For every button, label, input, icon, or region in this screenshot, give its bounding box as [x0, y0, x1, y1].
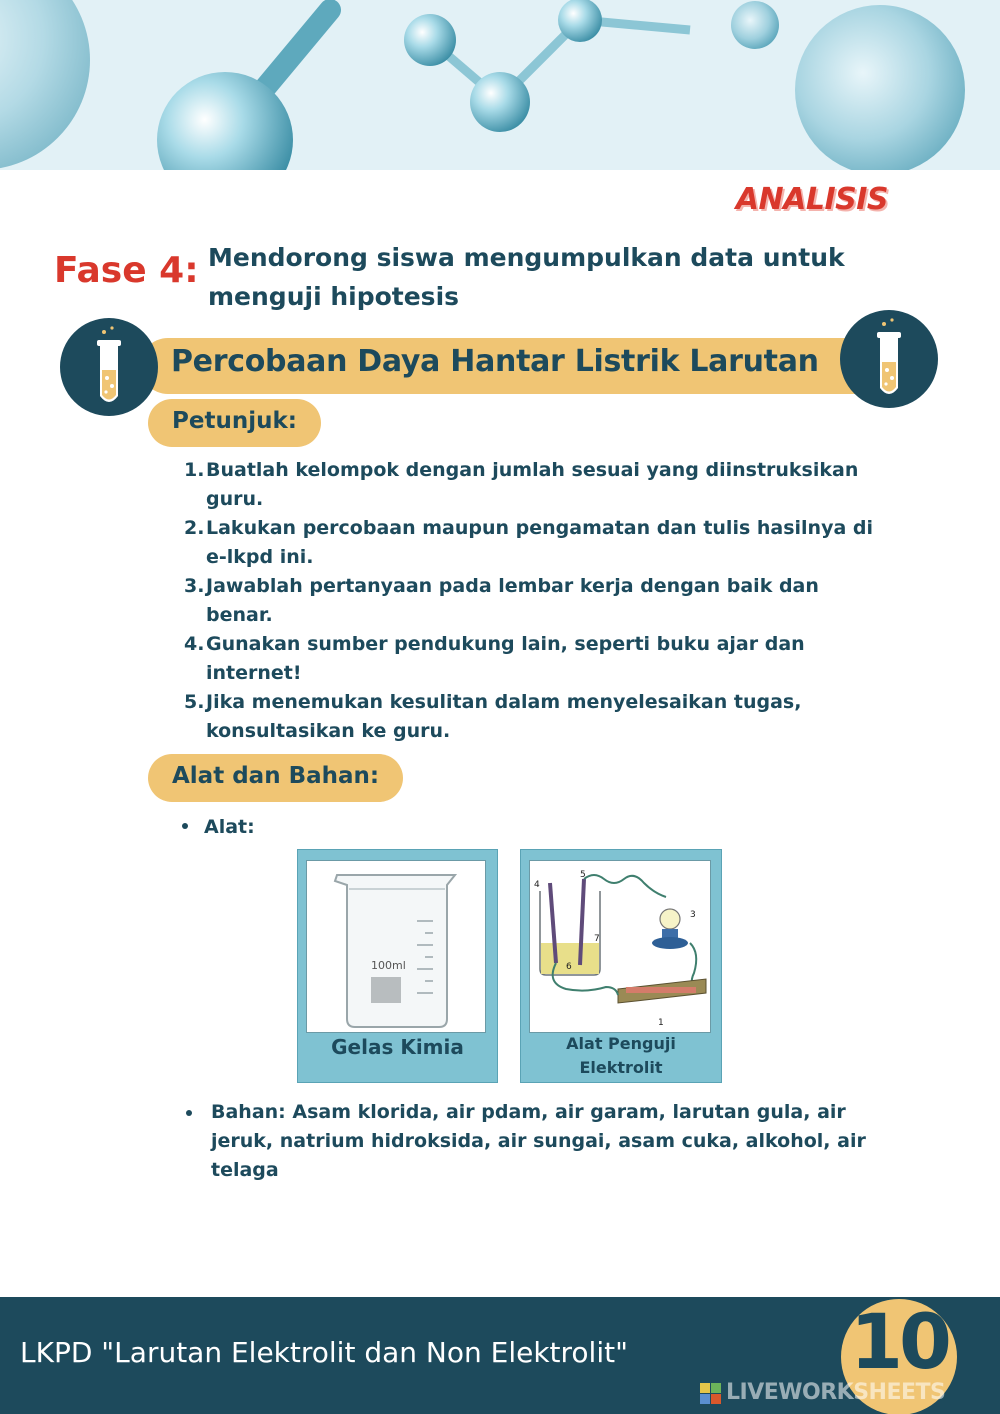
svg-text:7: 7: [594, 934, 600, 944]
list-item: 1. Buatlah kelompok dengan jumlah sesuai yang diinstruksikan guru.: [184, 459, 859, 510]
materials-heading: Alat dan Bahan:: [148, 754, 403, 802]
bullet-dot: [182, 823, 188, 829]
svg-text:6: 6: [566, 962, 572, 972]
liveworksheets-logo-icon: [700, 1383, 722, 1405]
molecule-banner-image: [0, 0, 1000, 170]
tool-card-electrolyte-tester: [520, 849, 722, 1083]
list-item: 2. Lakukan percobaan maupun pengamatan dan tulis hasilnya di e-lkpd ini.: [184, 517, 874, 568]
tool-caption: Alat Penguji Elektrolit: [566, 1034, 676, 1077]
list-item: 5. Jika menemukan kesulitan dalam menyelesaikan tugas, konsultasikan ke guru.: [184, 691, 802, 742]
phase-label: Fase 4:: [54, 250, 199, 291]
test-tube-icon: [840, 310, 938, 408]
phase-description: Mendorong siswa mengumpulkan data untuk menguji hipotesis: [208, 243, 845, 311]
svg-text:5: 5: [580, 870, 586, 880]
page-number: 10: [850, 1297, 948, 1386]
tool-card-beaker: [297, 849, 498, 1083]
svg-text:1: 1: [658, 1018, 664, 1028]
svg-text:3: 3: [690, 910, 696, 920]
bullet-dot: [186, 1110, 192, 1116]
ingredients-text: Bahan: Asam klorida, air pdam, air garam, larutan gula, air jeruk, natrium hidroksida, air sungai, asam cuka, alkohol, air telaga: [211, 1101, 866, 1181]
electrolyte-tester-image: [529, 860, 711, 1033]
instructions-list: [180, 456, 880, 746]
section-tag: ANALISIS: [735, 182, 888, 217]
beaker-volume-label: 100ml: [371, 959, 406, 972]
page-title: Percobaan Daya Hantar Listrik Larutan: [171, 344, 819, 379]
list-item: 4. Gunakan sumber pendukung lain, seperti buku ajar dan internet!: [184, 633, 805, 684]
test-tube-icon: [60, 318, 158, 416]
tool-caption: Gelas Kimia: [331, 1035, 464, 1059]
tools-label: Alat:: [182, 813, 255, 842]
watermark: LIVEWORKSHEETS: [726, 1380, 946, 1405]
list-item: 3. Jawablah pertanyaan pada lembar kerja dengan baik dan benar.: [184, 575, 819, 626]
ingredients-item: [186, 1098, 866, 1185]
beaker-image: [306, 860, 486, 1033]
instructions-heading: Petunjuk:: [148, 399, 321, 447]
footer-title: LKPD "Larutan Elektrolit dan Non Elektrolit": [20, 1336, 628, 1369]
svg-text:4: 4: [534, 880, 540, 890]
